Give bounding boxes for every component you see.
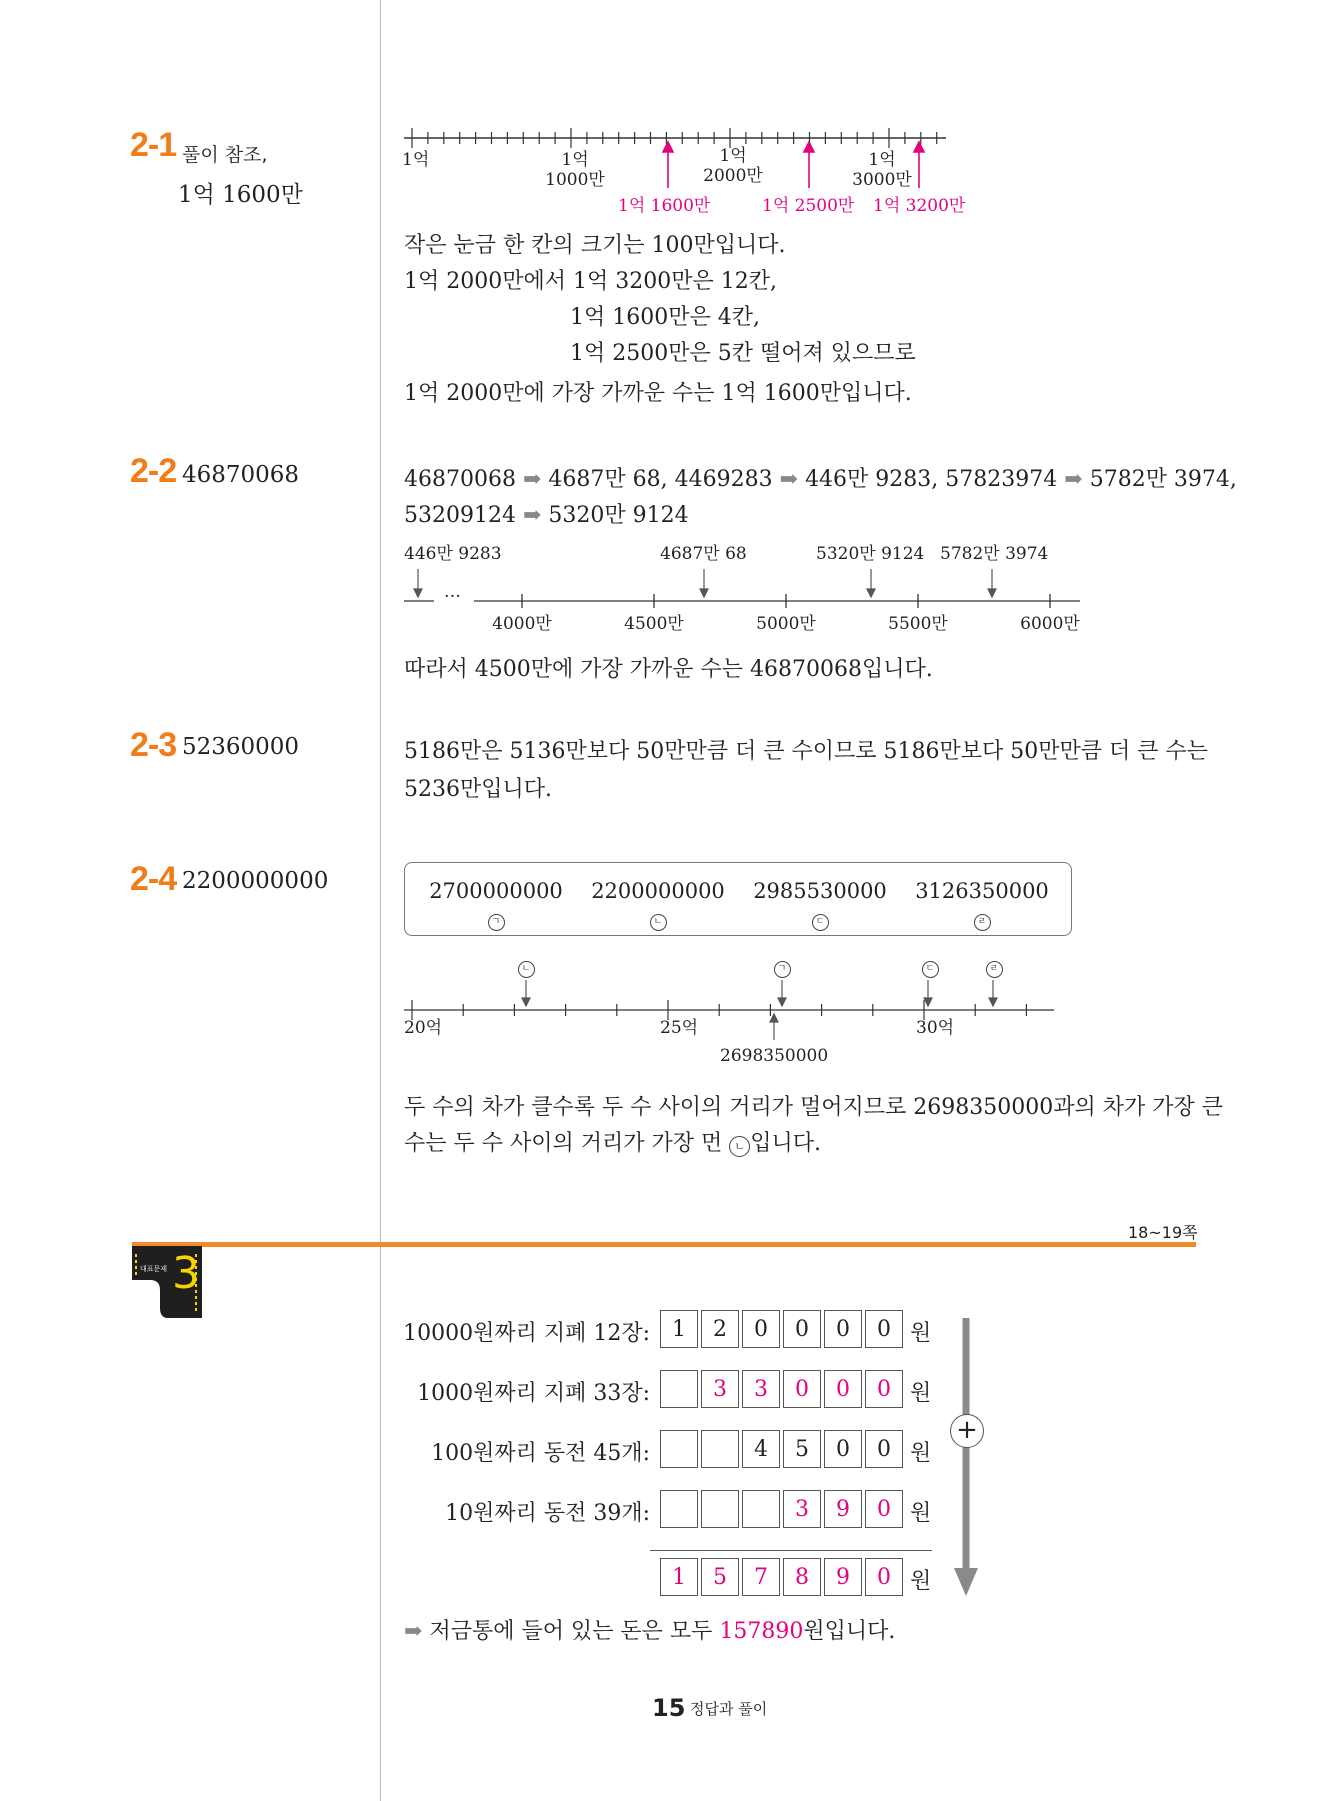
nl22-tick-6000: 6000만 xyxy=(1020,614,1080,634)
s21-line-3: 1억 2500만은 5칸 떨어져 있으므로 xyxy=(570,341,916,366)
nl22-top-5782: 5782만 3974 xyxy=(940,544,1049,564)
digit-cell xyxy=(701,1490,739,1528)
nl21-label-2000man: 1억 2000만 xyxy=(703,146,763,186)
s21-line-1: 1억 2000만에서 1억 3200만은 12칸, xyxy=(404,269,777,294)
won-unit: 원 xyxy=(910,1381,932,1406)
box-value-rieul: 3126350000 ㄹ xyxy=(914,878,1050,931)
digit-cell: 0 xyxy=(865,1490,903,1528)
implies-arrow-icon: ➡ xyxy=(404,1619,423,1644)
nl22-tick-5500: 5500만 xyxy=(888,614,948,634)
implies-arrow-icon: ➡ xyxy=(1064,467,1083,492)
row-label: 100원짜리 동전 45개: xyxy=(431,1441,650,1466)
won-unit: 원 xyxy=(910,1501,932,1526)
answer-2-4: 2200000000 xyxy=(182,868,329,894)
nl24-marker-giyeok xyxy=(772,956,792,978)
answer-2-2: 46870068 xyxy=(182,462,300,488)
digit-cell: 0 xyxy=(783,1370,821,1408)
digit-cell: 0 xyxy=(824,1310,862,1348)
plus-icon: + xyxy=(950,1414,984,1448)
problem-number-2-1: 2-1 xyxy=(130,126,177,164)
circled-giyeok-icon: ㄱ xyxy=(488,914,505,931)
digit-cell: 4 xyxy=(742,1430,780,1468)
circled-rieul-icon: ㄹ xyxy=(974,914,991,931)
s22-line1: 46870068 ➡ 4687만 68, 4469283 ➡ 446만 9283, 57823974 ➡ 5782만 3974, xyxy=(404,467,1237,492)
digit-cell xyxy=(660,1490,698,1528)
problem-number-2-2: 2-2 xyxy=(130,452,177,490)
s24-line2: 수는 두 수 사이의 거리가 가장 먼 ㄴ 입니다. xyxy=(404,1131,821,1156)
digit-cell: 3 xyxy=(701,1370,739,1408)
digit-cell: 1 xyxy=(660,1310,698,1348)
digit-cell: 0 xyxy=(824,1370,862,1408)
s22-line2: 53209124 ➡ 5320만 9124 xyxy=(404,503,689,528)
digit-cell xyxy=(660,1430,698,1468)
s22-conclusion: 따라서 4500만에 가장 가까운 수는 46870068입니다. xyxy=(404,657,933,682)
nl24-marker-digeut xyxy=(920,956,940,978)
implies-arrow-icon: ➡ xyxy=(779,467,799,492)
nl22-top-4687: 4687만 68 xyxy=(660,544,747,564)
nl21-label-3000man: 1억 3000만 xyxy=(852,150,912,190)
nl22-top-446: 446만 9283 xyxy=(404,544,502,564)
circled-giyeok-icon: ㄱ xyxy=(774,961,791,978)
nl21-label-1000man: 1억 1000만 xyxy=(545,150,605,190)
nl21-arrow-label-1600: 1억 1600만 xyxy=(618,196,711,216)
won-unit: 원 xyxy=(910,1441,932,1466)
box-value-nieun: 2200000000 ㄴ xyxy=(590,878,726,931)
page-reference: 18~19쪽 xyxy=(1128,1223,1198,1242)
answer-2-1-line1: 풀이 참조, xyxy=(182,144,268,166)
won-unit: 원 xyxy=(910,1569,932,1594)
implies-arrow-icon: ➡ xyxy=(522,467,542,492)
digit-cell: 0 xyxy=(742,1310,780,1348)
number-line-2-4 xyxy=(400,976,1060,1042)
sum-line xyxy=(650,1550,932,1551)
s23-line2: 5236만입니다. xyxy=(404,777,552,802)
nl22-tick-5000: 5000만 xyxy=(756,614,816,634)
row-label: 10000원짜리 지폐 12장: xyxy=(403,1321,650,1346)
problem-number-2-3: 2-3 xyxy=(130,726,177,764)
digit-cell: 5 xyxy=(701,1558,739,1596)
s21-line-2: 1억 1600만은 4칸, xyxy=(570,305,760,330)
digit-cell: 9 xyxy=(824,1558,862,1596)
nl22-top-5320: 5320만 9124 xyxy=(816,544,925,564)
s3-conclusion: ➡ 저금통에 들어 있는 돈은 모두 157890원입니다. xyxy=(404,1619,896,1644)
answer-2-3: 52360000 xyxy=(182,734,300,760)
nl24-tick-30eok: 30억 xyxy=(916,1018,955,1038)
nl24-marker-nieun xyxy=(516,956,536,978)
nl22-ellipsis: … xyxy=(444,582,461,602)
page-number: 15 xyxy=(652,1694,686,1722)
digit-cell: 2 xyxy=(701,1310,739,1348)
circled-digeut-icon: ㄷ xyxy=(922,961,939,978)
nl24-tick-20eok: 20억 xyxy=(404,1018,443,1038)
box-value-giyeok: 2700000000 ㄱ xyxy=(428,878,564,931)
nl21-label-1eok: 1억 xyxy=(402,150,430,170)
digit-cell: 5 xyxy=(783,1430,821,1468)
circled-nieun-icon: ㄴ xyxy=(729,1136,750,1157)
number-line-2-2 xyxy=(400,565,1100,615)
digit-cell xyxy=(701,1430,739,1468)
digit-cell: 0 xyxy=(824,1430,862,1468)
digit-cell xyxy=(660,1370,698,1408)
digit-cell: 3 xyxy=(783,1490,821,1528)
digit-cell: 8 xyxy=(783,1558,821,1596)
nl22-tick-4500: 4500만 xyxy=(624,614,684,634)
digit-cell: 3 xyxy=(742,1370,780,1408)
center-divider xyxy=(380,0,381,1801)
digit-cell: 7 xyxy=(742,1558,780,1596)
nl24-tick-25eok: 25억 xyxy=(660,1018,699,1038)
digit-cell: 0 xyxy=(865,1370,903,1408)
digit-cell: 1 xyxy=(660,1558,698,1596)
implies-arrow-icon: ➡ xyxy=(522,503,542,528)
digit-cell: 0 xyxy=(783,1310,821,1348)
nl24-reference-value: 2698350000 xyxy=(720,1046,829,1066)
nl21-arrow-label-3200: 1억 3200만 xyxy=(873,196,966,216)
problem-number-2-4: 2-4 xyxy=(130,860,177,898)
box-value-digeut: 2985530000 ㄷ xyxy=(752,878,888,931)
nl22-tick-4000: 4000만 xyxy=(492,614,552,634)
row-label: 10원짜리 동전 39개: xyxy=(445,1501,650,1526)
nl24-marker-rieul xyxy=(984,956,1004,978)
circled-digeut-icon: ㄷ xyxy=(812,914,829,931)
badge-label: 대표문제 xyxy=(140,1265,168,1273)
addition-arrow xyxy=(950,1316,990,1598)
won-unit: 원 xyxy=(910,1321,932,1346)
nl21-arrow-label-2500: 1억 2500만 xyxy=(762,196,855,216)
answer-2-1-line2: 1억 1600만 xyxy=(178,182,303,208)
s21-line-4: 1억 2000만에 가장 가까운 수는 1억 1600만입니다. xyxy=(404,381,912,406)
row-label: 1000원짜리 지폐 33장: xyxy=(417,1381,650,1406)
badge-number: 3 xyxy=(172,1248,200,1299)
digit-cell xyxy=(742,1490,780,1528)
digit-cell: 0 xyxy=(865,1430,903,1468)
s21-line-0: 작은 눈금 한 칸의 크기는 100만입니다. xyxy=(404,233,786,258)
footer-label: 정답과 풀이 xyxy=(690,1700,768,1718)
s24-line1: 두 수의 차가 클수록 두 수 사이의 거리가 멀어지므로 2698350000과의 차가 가장 큰 xyxy=(404,1095,1223,1120)
s23-line1: 5186만은 5136만보다 50만만큼 더 큰 수이므로 5186만보다 50만만큼 더 큰 수는 xyxy=(404,739,1208,764)
circled-nieun-icon: ㄴ xyxy=(650,914,667,931)
section-divider xyxy=(132,1242,1196,1247)
digit-cell: 0 xyxy=(865,1310,903,1348)
circled-rieul-icon: ㄹ xyxy=(986,961,1003,978)
digit-cell: 0 xyxy=(865,1558,903,1596)
digit-cell: 9 xyxy=(824,1490,862,1528)
circled-nieun-icon: ㄴ xyxy=(518,961,535,978)
